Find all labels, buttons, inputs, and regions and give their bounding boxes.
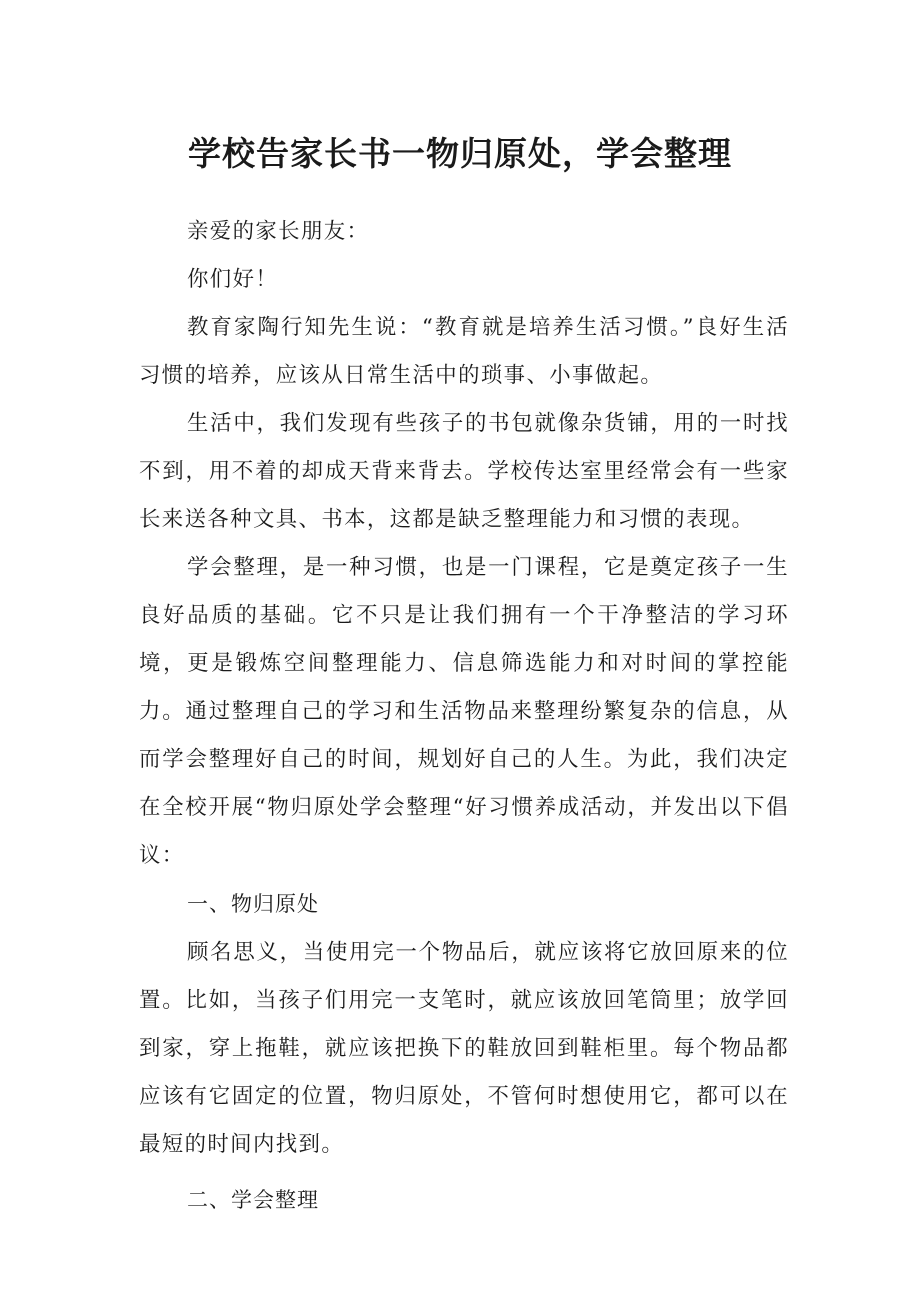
section-heading-1: 一、物归原处 xyxy=(187,892,319,916)
letter-body xyxy=(139,208,789,1224)
paragraph-proposal: 学会整理，是一种习惯，也是一门课程，它是奠定孩子一生良好品质的基础。它不只是让我们拥有一个干净整洁的学习环境，更是锻炼空间整理能力、信息筛选能力和对时间的掌控能力。通过整理自己的学习和生活物品来整理纷繁复杂的信息，从而学会整理好自己的时间，规划好自己的人生。为此，我们决定在全校开展“物归原处学会整理“好习惯养成活动，并发出以下倡议： xyxy=(139,555,789,868)
section-heading-2: 二、学会整理 xyxy=(187,1188,319,1212)
paragraph-observation: 生活中，我们发现有些孩子的书包就像杂货铺，用的一时找不到，用不着的却成天背来背去。学校传达室里经常会有一些家长来送各种文具、书本，这都是缺乏整理能力和习惯的表现。 xyxy=(139,411,789,532)
greeting: 你们好！ xyxy=(187,267,279,292)
section-1-text: 顾名思义，当使用完一个物品后，就应该将它放回原来的位置。比如，当孩子们用完一支笔时，就应该放回笔筒里；放学回到家，穿上拖鞋，就应该把换下的鞋放回到鞋柜里。每个物品都应该有它固定的位置，物归原处，不管何时想使用它，都可以在最短的时间内找到。 xyxy=(139,940,789,1157)
paragraph-quote: 教育家陶行知先生说：“教育就是培养生活习惯。”良好生活习惯的培养，应该从日常生活中的琐事、小事做起。 xyxy=(139,315,789,388)
document-title: 学校告家长书一物归原处，学会整理 xyxy=(188,134,732,173)
salutation: 亲爱的家长朋友： xyxy=(187,219,370,244)
